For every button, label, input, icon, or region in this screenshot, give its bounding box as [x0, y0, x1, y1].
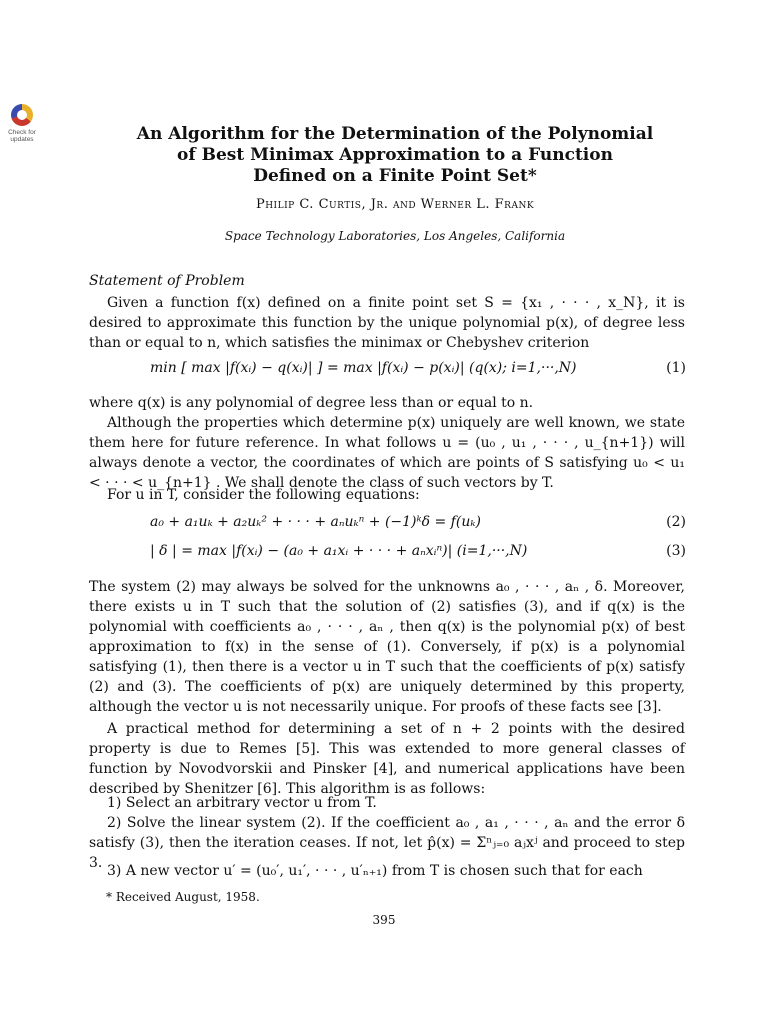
equation-body: | δ | = max |f(xᵢ) − (a₀ + a₁xᵢ + · · · + aₙxᵢⁿ)| (i=1,···,N) — [150, 543, 528, 559]
equation-1 — [150, 358, 686, 378]
page-number: 395 — [372, 913, 396, 927]
title-line: Defined on a Finite Point Set* — [253, 166, 537, 186]
list-item: 3) A new vector u′ = (u₀′, u₁′, · · · , u′ₙ₊₁) from T is chosen such that for each — [107, 863, 643, 879]
authors: Philip C. Curtis, Jr. and Werner L. Frank — [255, 197, 535, 212]
footnote: * Received August, 1958. — [106, 890, 260, 904]
title-line: of Best Minimax Approximation to a Function — [177, 145, 613, 165]
paragraph: where q(x) is any polynomial of degree less than or equal to n. — [89, 395, 534, 411]
list-item: 1) Select an arbitrary vector u from T. — [107, 795, 377, 811]
equation-number: (2) — [666, 514, 686, 530]
affiliation: Space Technology Laboratories, Los Angeles, California — [224, 229, 566, 243]
equation-number: (1) — [666, 360, 686, 376]
paragraph: For u in T, consider the following equations: — [107, 487, 420, 503]
paragraph: Given a function f(x) defined on a finite point set S = {x₁ , · · · , x_N}, it is desired to approximate this function by the unique polynomial p(x), of degree less than or equal to n, which satisfies the minimax or Chebyshev criterion — [89, 295, 685, 351]
equation-3 — [150, 541, 686, 561]
paragraph: The system (2) may always be solved for the unknowns a₀ , · · · , aₙ , δ. Moreover, there exists u in T such that the solution of (2) satisfies (3), and if q(x) is the polynomial with coefficients a₀ , · · · , aₙ , then q(x) is the polynomial p(x) of best approximation to f(x) in the sense of (1). Conversely, if p(x) is a polynomial satisfying (1), then there is a vector u in T such that the coefficients of p(x) satisfy (2) and (3). The coefficients of p(x) are uniquely determined by this property, although the vector u is not necessarily unique. For proofs of these facts see [3]. — [89, 579, 685, 715]
equation-number: (3) — [666, 543, 686, 559]
list-item: 2) Solve the linear system (2). If the coefficient a₀ , a₁ , · · · , aₙ and the error δ satisfy (3), then the iteration ceases. If not, let p̂(x) = Σⁿⱼ₌₀ aⱼxʲ and proceed to step 3. — [89, 815, 685, 871]
badge-label: Check for updates — [8, 129, 36, 143]
section-heading: Statement of Problem — [89, 273, 245, 289]
paper-title — [60, 124, 730, 187]
equation-body: min [ max |f(xᵢ) − q(xᵢ)| ] = max |f(xᵢ) − p(xᵢ)| (q(x); i=1,···,N) — [150, 360, 577, 376]
equation-2 — [150, 512, 686, 532]
check-for-updates-badge[interactable] — [2, 104, 42, 148]
equation-body: a₀ + a₁uₖ + a₂uₖ² + · · · + aₙuₖⁿ + (−1)ᵏδ = f(uₖ) — [150, 514, 481, 530]
paragraph: A practical method for determining a set of n + 2 points with the desired property is due to Remes [5]. This was extended to more general classes of function by Novodvorskii and Pinsker [4], and numerical applications have been described by Shenitzer [6]. This algorithm is as follows: — [89, 721, 685, 797]
title-line: An Algorithm for the Determination of the Polynomial — [136, 124, 654, 144]
crossmark-icon — [11, 104, 33, 126]
paragraph: Although the properties which determine p(x) uniquely are well known, we state them here for future reference. In what follows u = (u₀ , u₁ , · · · , u_{n+1}) will always denote a vector, the coordinates of which are points of S satisfying u₀ < u₁ < · · · < u_{n+1} . We shall denote the class of such vectors by T. — [89, 415, 685, 491]
